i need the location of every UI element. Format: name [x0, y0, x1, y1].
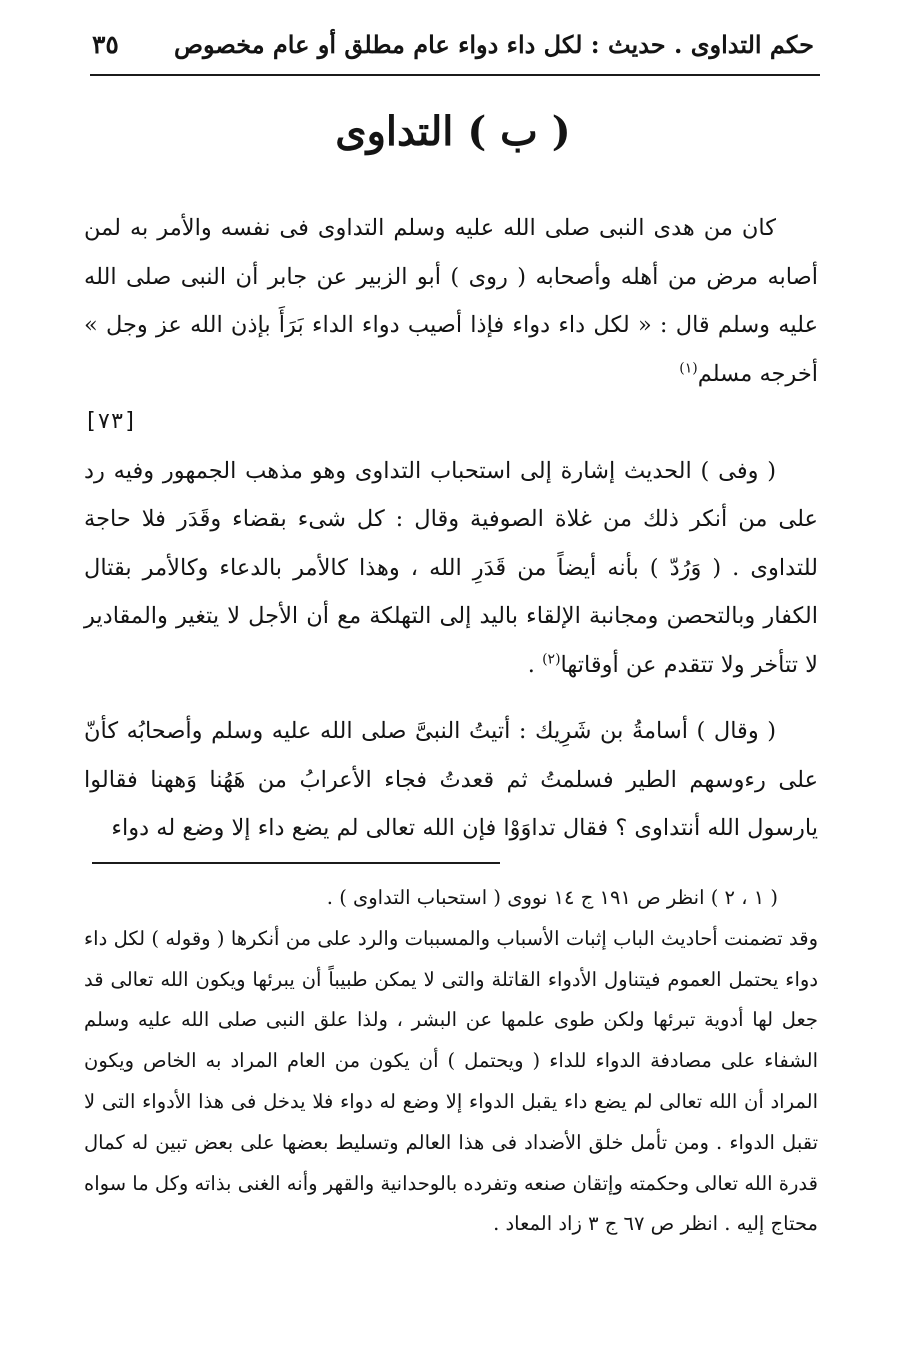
footnotes	[84, 878, 818, 1245]
paragraph-1	[84, 204, 818, 398]
running-header	[92, 22, 814, 66]
header-divider	[90, 74, 820, 76]
hadith-reference-number: [٧٣]	[84, 409, 137, 434]
section-title: ( ب ) التداوى	[335, 108, 571, 155]
footnote-divider	[92, 862, 500, 864]
page-number: ٣٥	[92, 29, 119, 59]
footnote-marker-1: (١)	[679, 360, 698, 376]
reference-line	[84, 398, 818, 447]
footnote-marker-2: (٢)	[542, 651, 561, 667]
main-text	[84, 204, 818, 853]
running-title: حكم التداوى . حديث : لكل داء دواء عام مطلق أو عام مخصوص	[173, 29, 814, 59]
footnote-body: وقد تضمنت أحاديث الباب إثبات الأسباب والمسببات والرد على من أنكرها ( وقوله ) لكل داء دواء يحتمل العموم فيتناول الأدواء القاتلة والتى لا يمكن طبيباً أن يبرئها ويكون الله تعالى قد جعل لها أدوية تبرئها ولكن طوى علمها عن البشر ، ولذا علق النبى صلى الله عليه وسلم الشفاء على مصادفة الدواء للداء ( ويحتمل ) أن يكون من العام المراد به الخاص ويكون المراد أن الله تعالى لم يضع داء يقبل الدواء إلا وضع له دواء فلا يدخل فى هذا الأدواء التى لا تقبل الدواء . ومن تأمل خلق الأضداد فى هذا العالم وتسليط بعضها على بعض تبين له كمال قدرة الله تعالى وحكمته وإتقان صنعه وتفرده بالوحدانية والقهر وأنه الغنى بذاته وكل ما سواه محتاج إليه . انظر ص ٦٧ ج ٣ زاد المعاد .	[84, 926, 818, 1236]
footnote-reference: ( ١ ، ٢ ) انظر ص ١٩١ ج ١٤ نووى ( استحباب التداوى ) .	[326, 886, 778, 909]
paragraph-1-text: كان من هدى النبى صلى الله عليه وسلم التداوى فى نفسه والأمر به لمن أصابه مرض من أهله وأصحابه ( روى ) أبو الزبير عن جابر أن النبى صلى الله عليه وسلم قال : « لكل داء دواء فإذا أصيب دواء الداء بَرَأَ بإذن الله عز وجل » أخرجه مسلم	[84, 215, 818, 387]
paragraph-3	[84, 707, 818, 853]
paragraph-2: ( وفى ) الحديث إشارة إلى استحباب التداوى وهو مذهب الجمهور وفيه رد على من أنكر ذلك من غلاة الصوفية وقال : كل شىء بقضاء وقَدَر فلا حاجة للتداوى . ( وَرُدّ ) بأنه أيضاً من قَدَرِ الله ، وهذا كالأمر بالدعاء وكالأمر بقتال الكفار وبالتحصن ومجانبة الإلقاء باليد إلى التهلكة مع أن الأجل لا يتغير والمقادير لا تتأخر ولا تتقدم عن أوقاتها$^{(٢)}$ .	[84, 457, 818, 678]
paragraph-3-text: ( وقال ) أسامةُ بن شَرِيك : أتيتُ النبىَّ صلى الله عليه وسلم وأصحابُه كأنّ على رءوسهم الطير فسلمتُ ثم قعدتُ فجاء الأعرابُ من هَهُنا وَههنا فقالوا يارسول الله أنتداوى ؟ فقال تداوَوْا فإن الله تعالى لم يضع داء إلا وضع له دواء	[84, 718, 818, 841]
paragraph-2-text: ( وفى ) الحديث إشارة إلى استحباب التداوى وهو مذهب الجمهور وفيه رد على من أنكر ذلك من غلاة الصوفية وقال : كل شىء بقضاء وقَدَر فلا حاجة للتداوى . ( وَرُدّ ) بأنه أيضاً من قَدَرِ الله ، وهذا كالأمر بالدعاء وكالأمر بقتال الكفار وبالتحصن ومجانبة الإلقاء باليد إلى التهلكة مع أن الأجل لا يتغير والمقادير لا تتأخر ولا تتقدم عن أوقاتها	[84, 457, 818, 678]
